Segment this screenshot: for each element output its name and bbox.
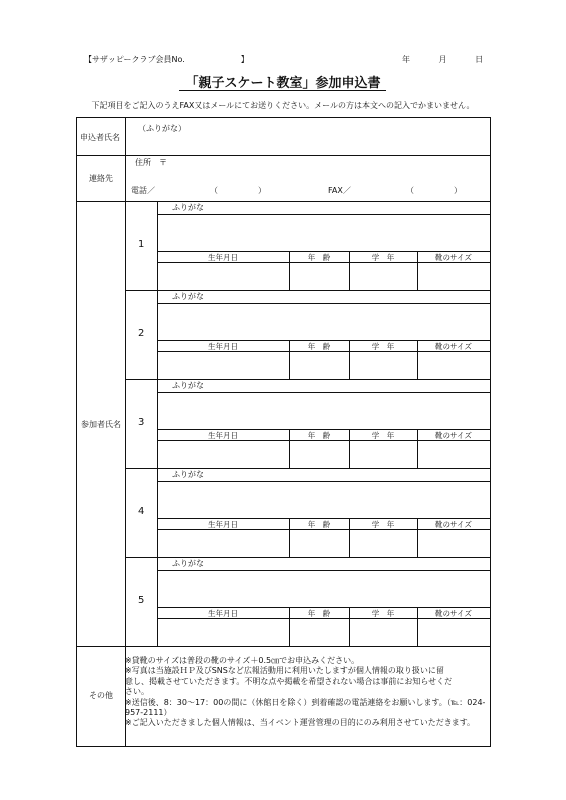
furigana-rule [157,392,490,393]
participant-furigana: ふりがな [172,559,204,568]
column-header-2: 年 齢 [307,342,331,351]
column-header-3: 学 年 [371,431,395,440]
column-header-3: 学 年 [371,609,395,618]
contact-fax: FAX／ [328,186,351,195]
participants-label: 参加者氏名 [81,420,121,429]
column-header-4: 靴のサイズ [435,520,472,529]
column-header-2: 年 齢 [307,520,331,529]
note-line: 意し、掲載させていただきます。不明な点や掲載を希望されない場合は事前にお知らせくだ [125,676,453,686]
column-header-1: 生年月日 [208,431,238,440]
column-header-3: 学 年 [371,520,395,529]
note-line: ※貸靴のサイズは普段の靴のサイズ＋0.5㎝でお申込みください。 [125,656,360,665]
column-header-4: 靴のサイズ [435,609,472,618]
participant-furigana: ふりがな [172,292,204,301]
column-header-2: 年 齢 [307,431,331,440]
note-line: さい。 [125,687,149,697]
contact-fax-paren: （ ） [406,186,462,195]
participant-furigana: ふりがな [172,381,204,390]
applicant-label: 申込者氏名 [80,133,120,142]
note-line: ※ご記入いただきました個人情報は、当イベント運営管理の目的にのみ利用させていただきます。 [125,718,476,728]
participant-number-4: 4 [138,506,145,517]
contact-phone-paren: （ ） [210,186,266,195]
section-divider [76,155,490,156]
date-day: 日 [475,55,484,64]
applicant-furigana: （ふりがな） [138,124,186,133]
furigana-rule [157,214,490,215]
contact-label: 連絡先 [89,174,113,183]
note-line: ※写真は当施設ＨＰ及びSNSなど広報活動用に利用いたしますが個人情報の取り扱いに留 [125,666,444,676]
contact-address: 住所 〒 [135,158,167,167]
column-header-1: 生年月日 [208,253,238,262]
form-border-top [76,117,491,118]
column-header-2: 年 齢 [307,253,331,262]
section-divider [76,201,490,202]
column-header-4: 靴のサイズ [435,253,472,262]
column-header-3: 学 年 [371,342,395,351]
date-line [402,54,509,65]
column-header-4: 靴のサイズ [435,342,472,351]
participant-furigana: ふりがな [172,203,204,212]
label-column-divider [125,117,126,746]
member-number-label: 【サザッピークラブ会員No. 】 [84,55,249,64]
contact-phone: 電話／ [131,186,155,195]
column-header-1: 生年月日 [208,520,238,529]
date-year: 年 [402,55,410,64]
column-header-4: 靴のサイズ [435,431,472,440]
furigana-rule [157,481,490,482]
furigana-rule [157,570,490,571]
page-title: 「親子スケート教室」参加申込書 [185,76,381,91]
column-header-3: 学 年 [371,253,395,262]
column-header-2: 年 齢 [307,609,331,618]
form-border-bottom [76,746,491,747]
participant-furigana: ふりがな [172,470,204,479]
participant-number-3: 3 [138,417,145,428]
instruction-text: 下記項目をご記入のうえFAX又はメールにてお送りください。メールの方は本文への記入でかまいません。 [91,101,475,110]
notes-block [125,656,491,729]
participant-number-1: 1 [138,239,145,250]
other-label: その他 [89,691,113,700]
participant-number-5: 5 [138,595,145,606]
form-border-right [490,117,491,747]
column-header-1: 生年月日 [208,609,238,618]
form-border-left [76,117,77,747]
participant-number-2: 2 [138,328,145,339]
date-month: 月 [438,55,447,64]
note-line: ※送信後、8：30～17：00の間に（休館日を除く）到着確認の電話連絡をお願いします。（℡：024-957-2111） [125,697,486,718]
column-header-1: 生年月日 [208,342,238,351]
title-underline [179,90,386,91]
section-divider [76,646,490,647]
furigana-rule [157,303,490,304]
